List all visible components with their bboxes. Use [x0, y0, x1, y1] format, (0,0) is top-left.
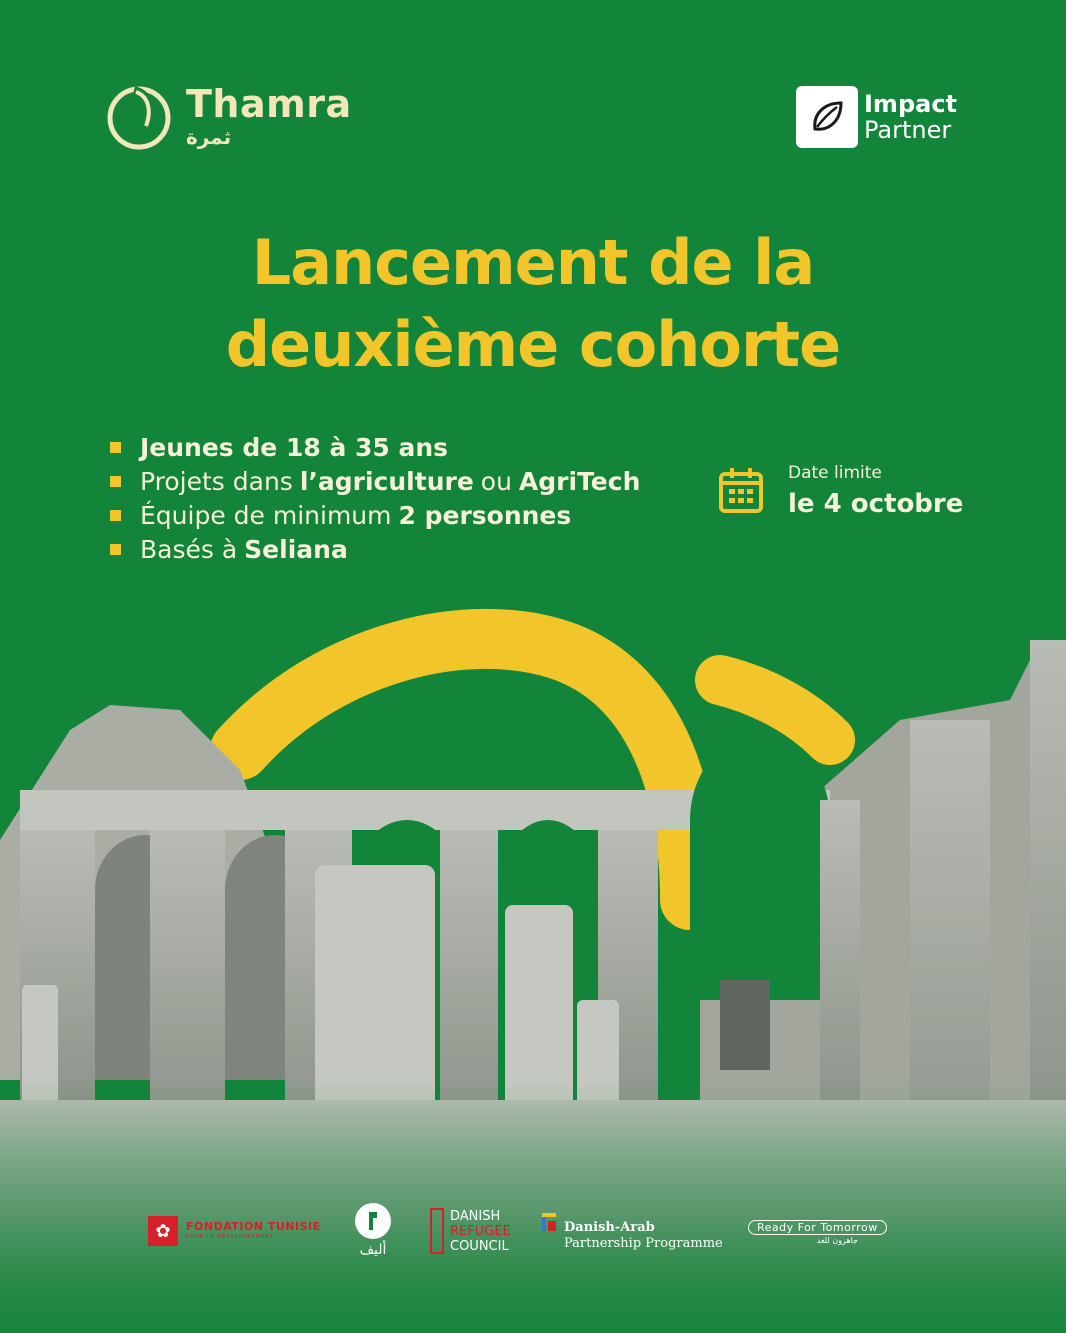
criteria-bold: AgriTech — [518, 466, 641, 496]
alyf-logo — [352, 1202, 394, 1258]
drc-line1: DANISH — [450, 1208, 501, 1224]
bullet-square — [110, 442, 121, 453]
brand-name: Thamra — [186, 82, 352, 126]
sponsor-logos — [0, 1200, 1066, 1270]
headline-line1: Lancement de la — [251, 226, 815, 299]
criteria-text: Basés à — [140, 534, 238, 564]
criteria-item — [110, 464, 640, 498]
rft-name-arabic: جاهزون للغد — [816, 1236, 859, 1245]
flower-icon: ✿ — [148, 1216, 178, 1246]
criteria-text: ou — [480, 466, 512, 496]
drc-line2: REFUGEE — [450, 1223, 511, 1239]
fondation-name: FONDATION TUNISIE — [186, 1220, 321, 1233]
criteria-item — [110, 532, 640, 566]
alyf-name: أليف — [359, 1242, 387, 1258]
criteria-bold: Jeunes de 18 à 35 ans — [140, 432, 449, 462]
criteria-item — [110, 498, 640, 532]
calendar-icon — [718, 466, 764, 514]
criteria-text: Équipe de minimum — [140, 500, 392, 530]
headline — [0, 222, 1066, 386]
impact-line1: Impact — [864, 90, 958, 118]
thamra-fruit-icon — [104, 82, 174, 152]
dapp-line1: Danish-Arab — [564, 1220, 655, 1235]
fondation-tunisie-logo — [148, 1216, 321, 1246]
yellow-arc-small — [720, 680, 830, 740]
impact-partner-badge — [796, 86, 957, 148]
alyf-mark-icon — [352, 1202, 394, 1240]
dapp-line2: Partnership Programme — [564, 1236, 723, 1251]
impact-line2: Partner — [864, 116, 952, 144]
criteria-bold: 2 personnes — [398, 500, 572, 530]
criteria-bold: l’agriculture — [299, 466, 474, 496]
ready-for-tomorrow-logo — [748, 1220, 887, 1247]
criteria-bold: Seliana — [244, 534, 348, 564]
drc-line3: COUNCIL — [450, 1238, 509, 1254]
fondation-sub: POUR LE DÉVELOPPEMENT — [186, 1234, 274, 1240]
leaf-icon — [796, 86, 858, 148]
deadline — [718, 462, 963, 522]
bullet-square — [110, 544, 121, 555]
bullet-square — [110, 510, 121, 521]
dapp-logo — [542, 1206, 723, 1252]
thamra-logo — [104, 82, 352, 152]
headline-line2: deuxième cohorte — [225, 308, 841, 381]
brand-name-arabic: ثمرة — [186, 125, 232, 149]
drc-logo — [430, 1208, 511, 1254]
drc-mark-icon — [430, 1208, 444, 1254]
deadline-label: Date limite — [788, 463, 882, 483]
criteria-list — [110, 430, 640, 566]
criteria-text: Projets dans — [140, 466, 293, 496]
dapp-mark-icon — [542, 1211, 560, 1247]
rft-name: Ready For Tomorrow — [748, 1220, 887, 1235]
deadline-date: le 4 octobre — [788, 489, 964, 519]
criteria-item — [110, 430, 640, 464]
bullet-square — [110, 476, 121, 487]
